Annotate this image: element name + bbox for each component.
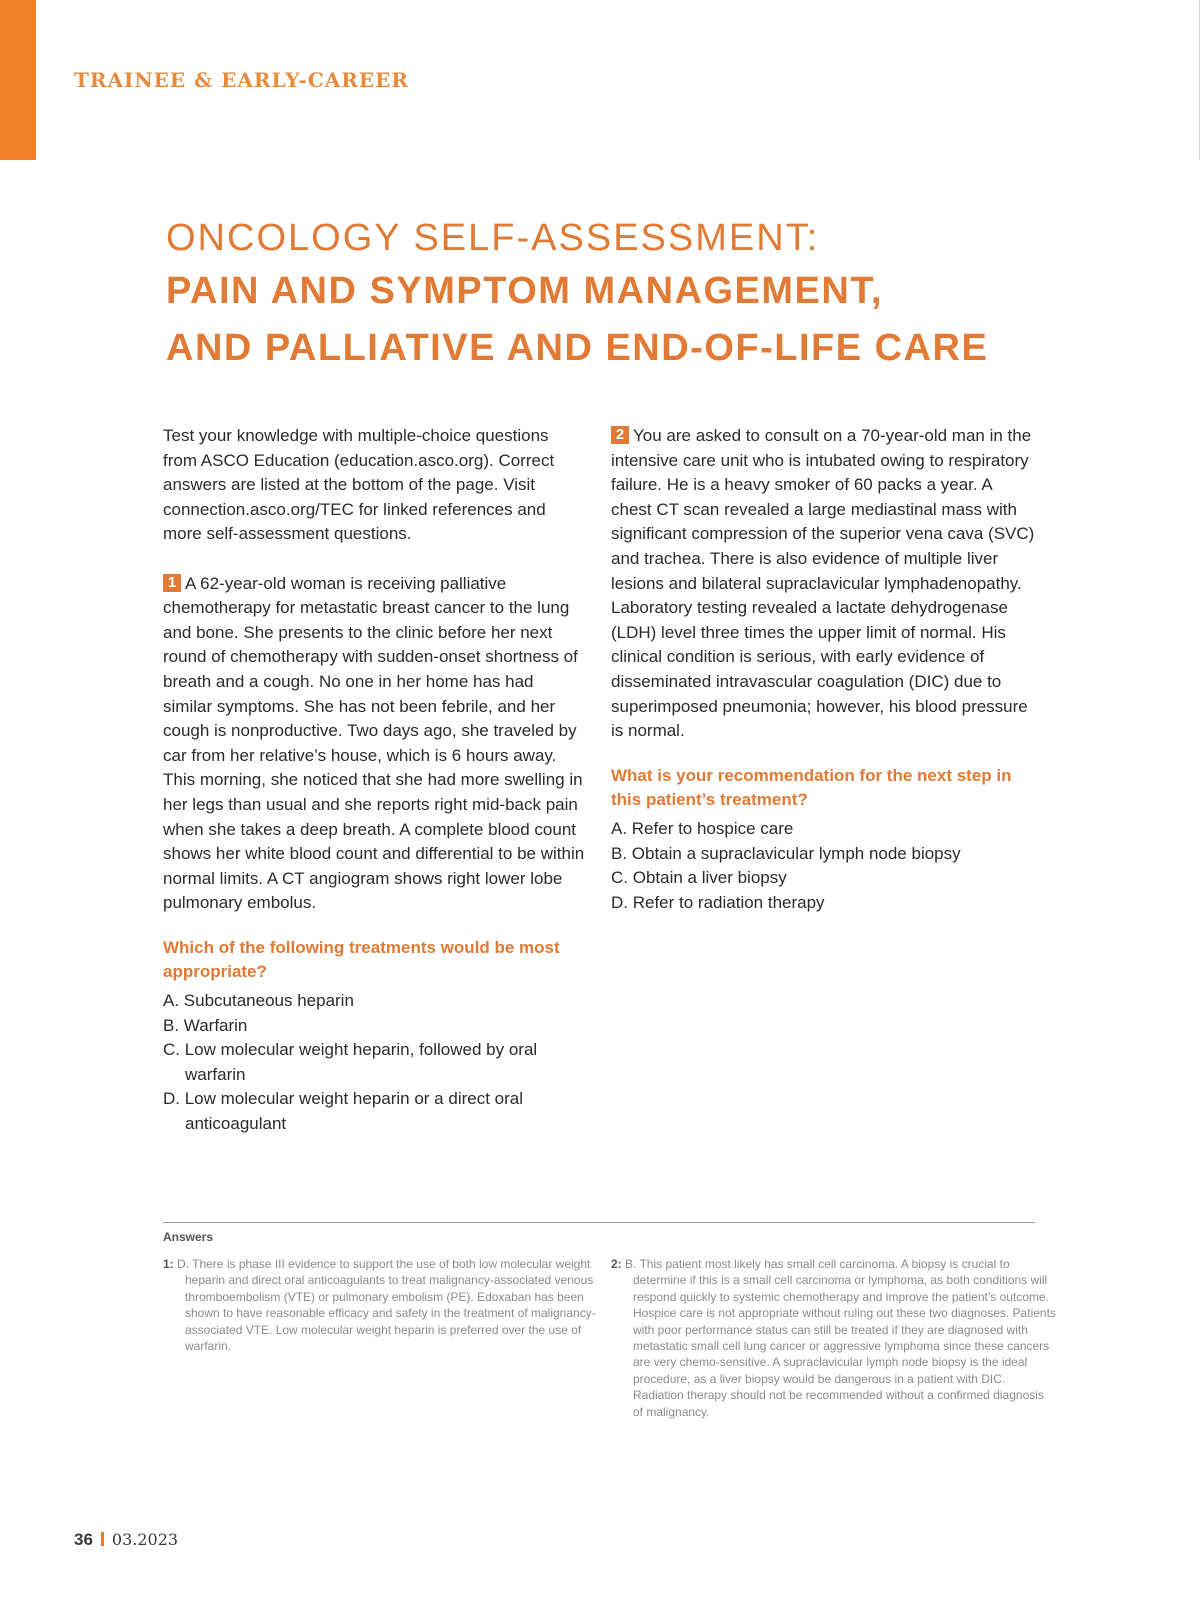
answers-heading: Answers bbox=[163, 1230, 214, 1244]
question-1-body: A 62-year-old woman is receiving palliative chemotherapy for metastatic breast cancer to the lung and bone. She presents to the clinic before her next round of chemotherapy with sudden-onset shortness of breath and a cough. No one in her home has had similar symptoms. She has not been febrile, and her cough is nonproductive. Two days ago, she traveled by car from her relative’s house, which is 6 hours away. This morning, she noticed that she had more swelling in her legs than usual and she reports right mid-back pain when she takes a deep breath. A complete blood count shows her white blood count and differential to be within normal limits. A CT angiogram shows right lower lobe pulmonary embolus. bbox=[163, 573, 585, 913]
answer-1 bbox=[163, 1256, 611, 1354]
question-1-option-d: D. Low molecular weight heparin or a direct oral anticoagulant bbox=[163, 1089, 524, 1134]
answer-2-label: 2: bbox=[611, 1257, 622, 1271]
right-column bbox=[611, 424, 1035, 915]
page-footer bbox=[74, 1530, 178, 1550]
footer-separator bbox=[101, 1532, 104, 1546]
title-line-3: AND PALLIATIVE AND END-OF-LIFE CARE bbox=[166, 327, 989, 370]
answers-divider bbox=[163, 1222, 1035, 1223]
answer-1-label: 1: bbox=[163, 1257, 174, 1271]
question-1-option-a: A. Subcutaneous heparin bbox=[163, 991, 354, 1011]
question-1-number-badge: 1 bbox=[163, 574, 181, 592]
issue-date: 03.2023 bbox=[111, 1530, 179, 1549]
question-1-prompt: Which of the following treatments would be most appropriate? bbox=[163, 937, 560, 982]
question-1-option-c: C. Low molecular weight heparin, followed by oral warfarin bbox=[163, 1040, 538, 1084]
title-line-2: PAIN AND SYMPTOM MANAGEMENT, bbox=[166, 270, 883, 313]
title-line-1: ONCOLOGY SELF-ASSESSMENT: bbox=[166, 217, 820, 259]
answer-2 bbox=[611, 1256, 1057, 1420]
question-2-text bbox=[611, 424, 1035, 744]
question-2-option-c: C. Obtain a liver biopsy bbox=[611, 868, 787, 888]
question-2-options bbox=[611, 817, 1035, 915]
question-1-options bbox=[163, 989, 587, 1137]
question-2-number-badge: 2 bbox=[611, 426, 629, 444]
left-column bbox=[163, 424, 587, 1137]
question-2-option-a: A. Refer to hospice care bbox=[611, 818, 794, 838]
accent-sidebar bbox=[0, 0, 36, 160]
question-1-text bbox=[163, 572, 587, 916]
page-number: 36 bbox=[74, 1530, 93, 1549]
page-title bbox=[166, 214, 1106, 377]
question-2-option-d: D. Refer to radiation therapy bbox=[611, 892, 825, 912]
intro-paragraph: Test your knowledge with multiple-choice questions from ASCO Education (education.asco.org). Correct answers are listed at the bottom of the page. Visit connection.asco.org/TEC for linked references and more self-assessment questions. bbox=[163, 426, 555, 544]
answer-2-text: B. This patient most likely has small cell carcinoma. A biopsy is crucial to determine if this is a small cell carcinoma or lymphoma, as both conditions will respond quickly to systemic chemotherapy and improve the patient’s outcome. Hospice care is not appropriate without ruling out these two diagnoses. Patients with poor performance status can still be treated if they are diagnosed with metastatic small cell lung cancer or aggressive lymphoma since these cancers are very chemo-sensitive. A supraclavicular lymph node biopsy is the ideal procedure, as a liver biopsy would be dangerous in a patient with DIC. Radiation therapy should not be recommended without a confirmed diagnosis of malignancy. bbox=[625, 1257, 1056, 1419]
answer-1-text: D. There is phase III evidence to support the use of both low molecular weight heparin and direct oral anticoagulants to treat malignancy-associated venous thromboembolism (VTE) or pulmonary embolism (PE). Edoxaban has been shown to have reasonable efficacy and safety in the treatment of malignancy-associated VTE. Low molecular weight heparin is preferred over the use of warfarin. bbox=[177, 1257, 596, 1354]
question-2-body: You are asked to consult on a 70-year-old man in the intensive care unit who is intubated owing to respiratory failure. He is a heavy smoker of 60 packs a year. A chest CT scan revealed a large mediastinal mass with significant compression of the superior vena cava (SVC) and trachea. There is also evidence of multiple liver lesions and bilateral supraclavicular lymphadenopathy. Laboratory testing revealed a lactate dehydrogenase (LDH) level three times the upper limit of normal. His clinical condition is serious, with early evidence of disseminated intravascular coagulation (DIC) due to superimposed pneumonia; however, his blood pressure is normal. bbox=[611, 426, 1035, 741]
question-1-option-b: B. Warfarin bbox=[163, 1015, 248, 1035]
question-2-option-b: B. Obtain a supraclavicular lymph node biopsy bbox=[611, 843, 961, 863]
section-label: TRAINEE & EARLY-CAREER bbox=[74, 68, 410, 92]
question-2-prompt: What is your recommendation for the next step in this patient’s treatment? bbox=[611, 765, 1012, 810]
